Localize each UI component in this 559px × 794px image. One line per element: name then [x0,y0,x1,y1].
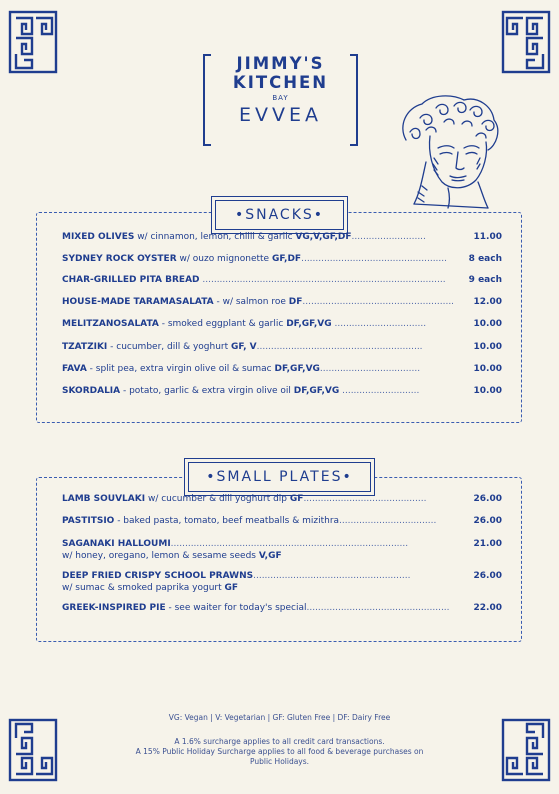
menu-item-tags: DF [288,297,303,307]
menu-item-desc: - split pea, extra virgin olive oil & sumac [86,364,275,374]
menu-item-price: 26.00 [473,494,502,504]
menu-item [62,570,502,594]
menu-item-price: 9 each [468,275,502,285]
restaurant-logo [203,54,358,149]
menu-item-dots: ....................................................... [253,571,411,581]
menu-item-dots: ........................................... [303,494,427,504]
logo-line-3: BAY [272,94,289,102]
menu-item-desc: - w/ salmon roe [213,297,289,307]
menu-item-name: SKORDALIA [62,386,121,396]
surcharge-note-3: Public Holidays. [249,757,310,766]
logo-line-2: KITCHEN [232,73,329,92]
menu-item-line [62,602,457,614]
menu-item-price: 22.00 [473,603,502,613]
menu-item-subline [62,550,502,562]
menu-item-dots: ..................................................... [302,297,455,307]
menu-item-sub-tags: V,GF [258,551,282,561]
menu-item-dots: ..................................................................................... [202,275,446,285]
menu-item-desc: w/ cinnamon, lemon, chilli & garlic [134,232,296,242]
menu-item-tags: GF, V [231,342,257,352]
menu-item [62,274,502,286]
menu-item-name: HOUSE-MADE TARAMASALATA [62,297,214,307]
menu-item-name: LAMB SOUVLAKI [62,494,146,504]
menu-item-name: GREEK-INSPIRED PIE [62,603,166,613]
menu-item-desc: - smoked eggplant & garlic [158,319,287,329]
greek-bust-illustration [392,92,504,210]
menu-item-line [62,363,457,375]
menu-item-price: 10.00 [473,364,502,374]
menu-item-tags: VG,V,GF,DF [295,232,352,242]
menu-item-tags: DF,GF,VG [286,319,332,329]
menu-item-sub-desc: w/ sumac & smoked paprika yogurt [62,583,225,593]
menu-item-price: 10.00 [473,342,502,352]
menu-item-line [62,318,457,330]
menu-item-name: TZATZIKI [62,342,108,352]
surcharge-note-2: A 15% Public Holiday Surcharge applies to all food & beverage purchases on [135,747,424,756]
menu-item-dots: ................................... [319,364,421,374]
menu-item [62,341,502,353]
menu-item-price: 10.00 [473,319,502,329]
menu-item [62,296,502,308]
menu-item-name: SYDNEY ROCK OYSTER [62,254,177,264]
menu-item-line [62,570,457,582]
menu-item-sub-tags: GF [224,583,239,593]
menu-item-dots: .......................................................... [256,342,423,352]
menu-item-line [62,253,457,265]
logo-line-1: JIMMY'S [236,54,325,73]
menu-item-tags: GF,DF [271,254,302,264]
menu-item-desc: - see waiter for today's special [165,603,307,613]
greek-key-corner-top-left [8,10,58,74]
menu-item-line [62,341,457,353]
surcharge-notes [0,737,559,767]
menu-item [62,602,502,614]
menu-item-line [62,296,457,308]
snacks-heading: •SNACKS• [215,200,344,230]
menu-item-name: MELITZANOSALATA [62,319,159,329]
menu-item-price: 8 each [468,254,502,264]
menu-item-name: SAGANAKI HALLOUMI [62,539,171,549]
menu-item-line [62,274,457,286]
menu-item-desc: w/ cucumber & dill yoghurt dip [145,494,290,504]
menu-item [62,385,502,397]
menu-item-line [62,493,457,505]
menu-item-price: 26.00 [473,516,502,526]
menu-item-sub-desc: w/ honey, oregano, lemon & sesame seeds [62,551,259,561]
menu-item-name: PASTITSIO [62,516,115,526]
menu-item-price: 12.00 [473,297,502,307]
menu-item-tags: GF [289,494,304,504]
menu-item [62,493,502,505]
menu-item-desc: - potato, garlic & extra virgin olive oil [120,386,294,396]
menu-item [62,253,502,265]
menu-item [62,515,502,527]
menu-item-price: 11.00 [473,232,502,242]
menu-item [62,538,502,562]
menu-item-dots: .................................................. [306,603,450,613]
logo-bracket-right [350,54,358,146]
menu-item-line [62,231,457,243]
menu-item-subline [62,582,502,594]
greek-key-corner-top-right [501,10,551,74]
menu-item-name: DEEP FRIED CRISPY SCHOOL PRAWNS [62,571,254,581]
menu-item-line [62,538,457,550]
menu-item [62,231,502,243]
menu-item-price: 10.00 [473,386,502,396]
menu-item-line [62,515,457,527]
logo-line-4: ΕVVΕΑ [238,104,322,126]
menu-item-tags: DF,GF,VG [274,364,320,374]
logo-bracket-left [203,54,211,146]
menu-item-dots: ........................... [339,386,420,396]
menu-item-price: 26.00 [473,571,502,581]
menu-item-name: FAVA [62,364,87,374]
menu-item-dots: ................................................... [301,254,447,264]
menu-item-dots: .......................... [351,232,426,242]
menu-item [62,318,502,330]
menu-item-dots: ................................ [331,319,427,329]
menu-item-desc: - baked pasta, tomato, beef meatballs & mizithra [114,516,340,526]
menu-item-tags: DF,GF,VG [293,386,340,396]
dietary-legend: VG: Vegan | V: Vegetarian | GF: Gluten Free | DF: Dairy Free [168,713,391,722]
menu-item-name: MIXED OLIVES [62,232,135,242]
menu-item-desc: - cucumber, dill & yoghurt [107,342,231,352]
menu-item-dots: .................................. [339,516,437,526]
surcharge-note-1: A 1.6% surcharge applies to all credit card transactions. [174,737,385,746]
menu-item-line [62,385,457,397]
menu-item-price: 21.00 [473,539,502,549]
menu-item-desc: w/ ouzo mignonette [176,254,272,264]
menu-item [62,363,502,375]
menu-item-dots: ................................................................................... [170,539,409,549]
small-plates-heading: •SMALL PLATES• [188,462,371,492]
menu-item-name: CHAR-GRILLED PITA BREAD [62,275,200,285]
